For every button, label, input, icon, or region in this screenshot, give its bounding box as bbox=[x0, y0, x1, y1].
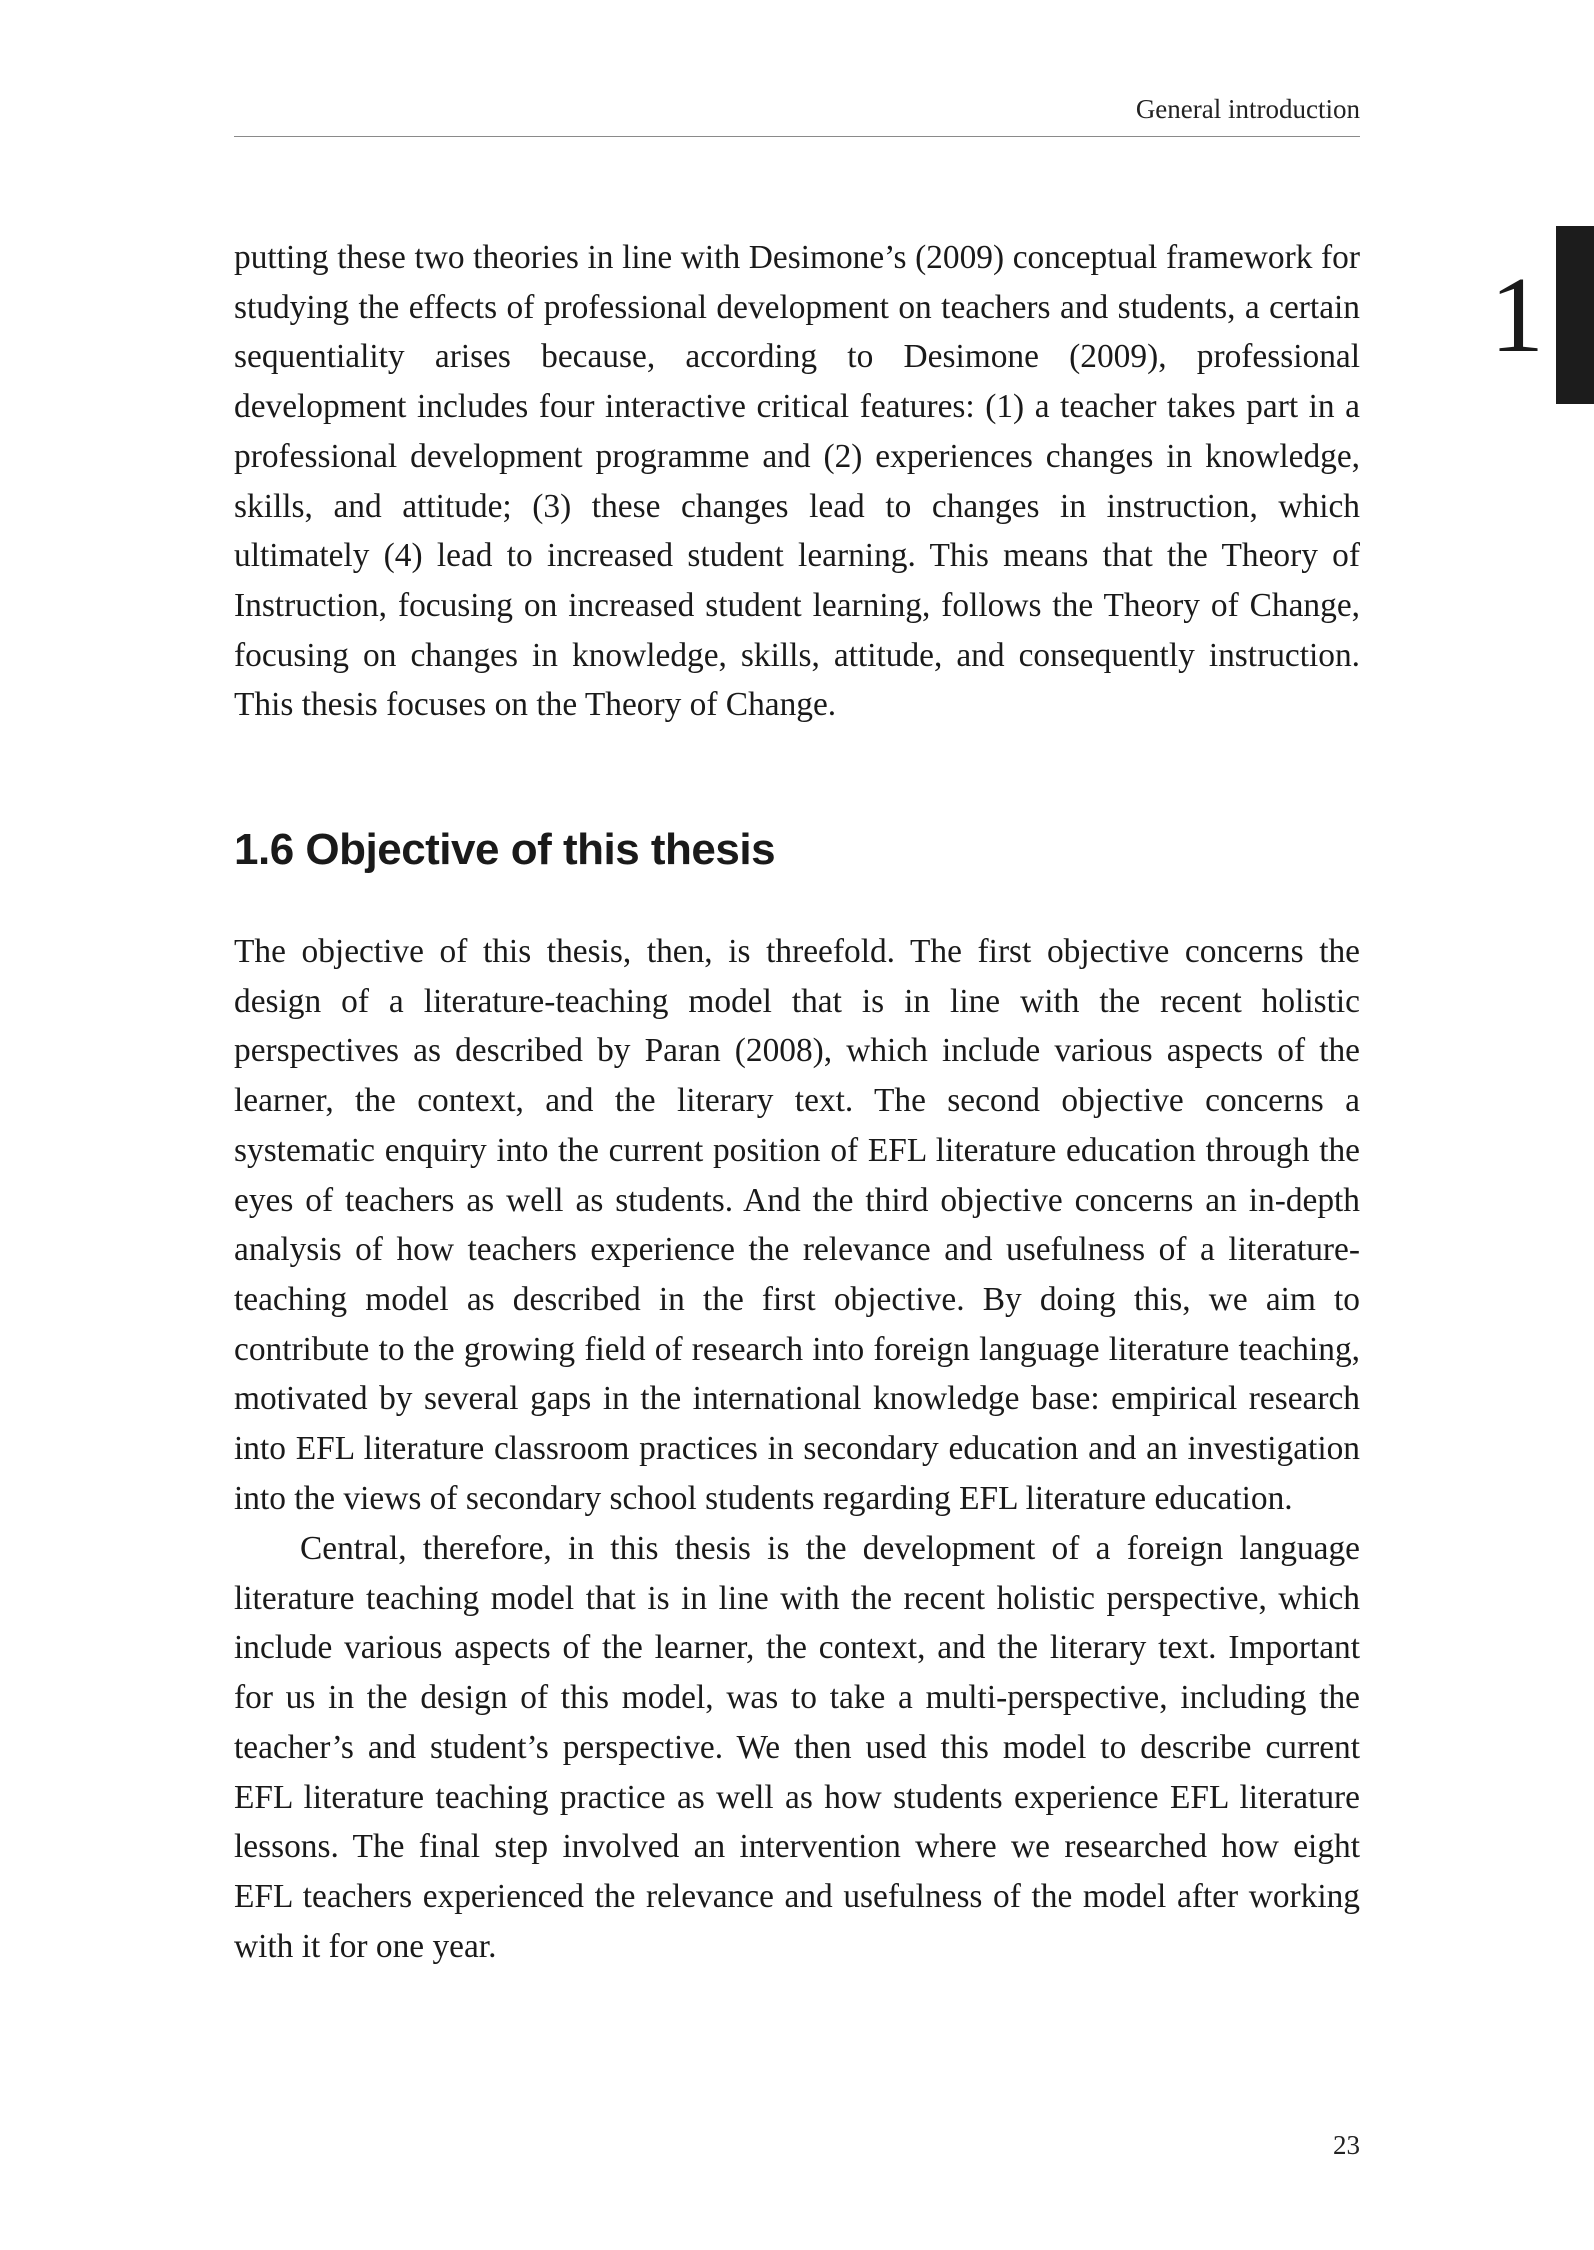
chapter-tab bbox=[1556, 226, 1594, 404]
page-number: 23 bbox=[1333, 2130, 1360, 2160]
paragraph-intro: putting these two theories in line with Desimone’s (2009) conceptual framework for studying the effects of professional development on teachers and students, a certain sequentiality arises because, according to Desimone (2009), professional development includes four interactive critical features: (1) a teacher takes part in a professional development programme and (2) experiences changes in knowledge, skills, and attitude; (3) these changes lead to changes in instruction, which ultimately (4) lead to increased student learning. This means that the Theory of Instruction, focusing on increased student learning, follows the Theory of Change, focusing on changes in knowledge, skills, attitude, and consequently instruction. This thesis focuses on the Theory of Change. bbox=[234, 239, 1360, 724]
running-header-title: General introduction bbox=[1135, 94, 1360, 124]
chapter-number: 1 bbox=[1490, 256, 1544, 375]
paragraph-objective: The objective of this thesis, then, is threefold. The first objective concerns the design of a literature-teaching model that is in line with the recent holistic perspectives as described by Paran (2008), which include various aspects of the learner, the context, and the literary text. The second objective concerns a systematic enquiry into the current position of EFL literature education through the eyes of teachers as well as students. And the third objective concerns an in-depth analysis of how teachers experience the relevance and usefulness of a literature-teaching model as described in the first objective. By doing this, we aim to contribute to the growing field of research into foreign language literature teaching, motivated by several gaps in the international knowledge base: empirical research into EFL literature classroom practices in secondary education and an investigation into the views of secondary school students regarding EFL literature education. bbox=[234, 933, 1360, 1517]
paragraph-central: Central, therefore, in this thesis is the development of a foreign language literature teaching model that is in line with the recent holistic perspective, which include various aspects of the learner, the context, and the literary text. Important for us in the design of this model, was to take a multi-perspective, including the teacher’s and student’s perspective. We then used this model to describe current EFL literature teaching practice as well as how students experience EFL literature lessons. The final step involved an intervention where we researched how eight EFL teachers experienced the relevance and usefulness of the model after working with it for one year. bbox=[234, 1530, 1360, 1965]
section-heading: 1.6 Objective of this thesis bbox=[234, 825, 776, 874]
running-header bbox=[234, 92, 1360, 137]
